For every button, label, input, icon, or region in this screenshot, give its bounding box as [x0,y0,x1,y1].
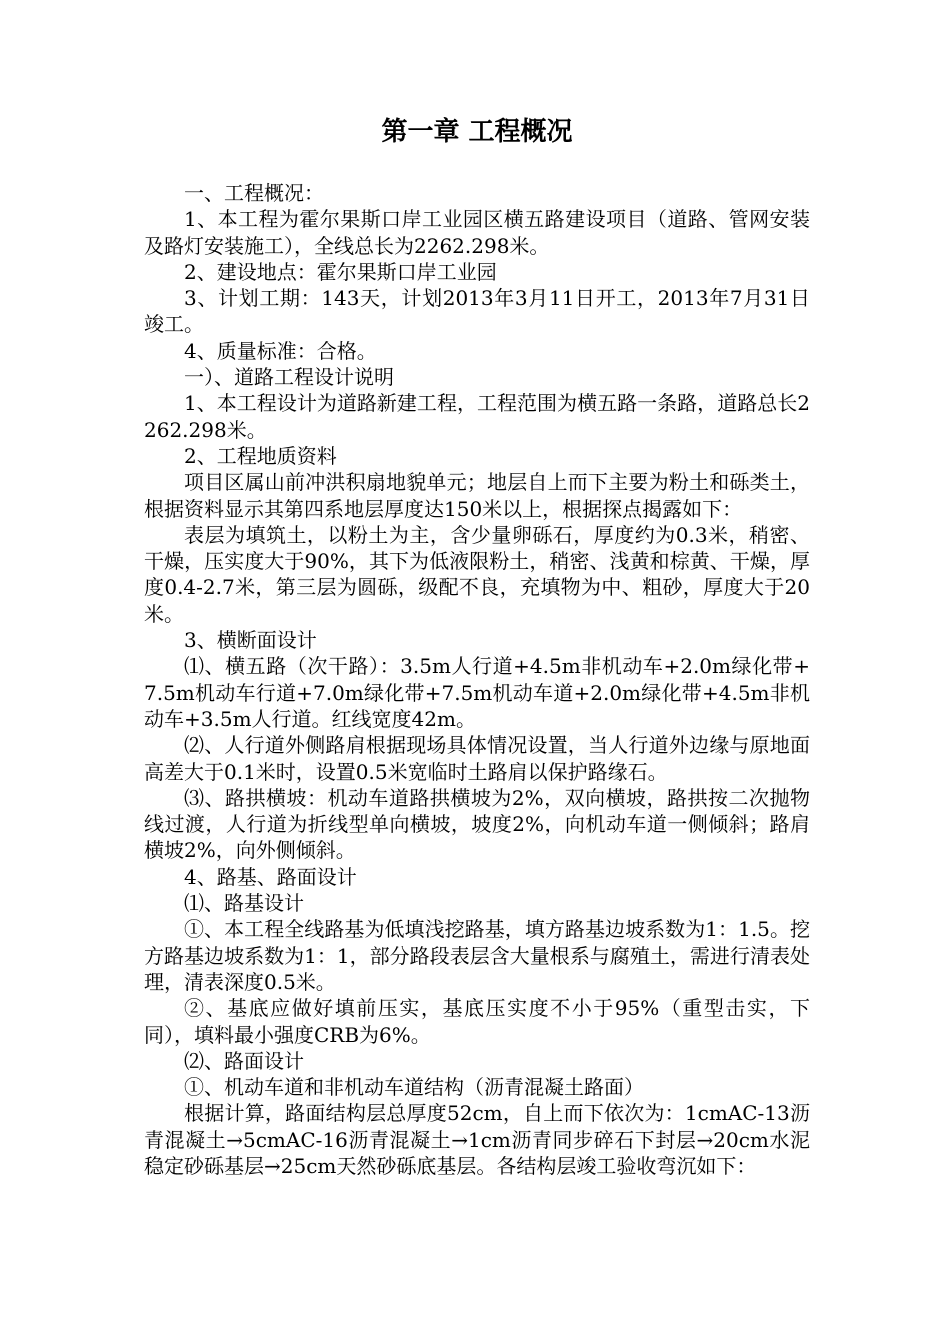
paragraph-pavement-layers: 根据计算，路面结构层总厚度52cm，自上而下依次为：1cmAC-13沥青混凝土→5cmAC-16沥青混凝土→1cm沥青同步碎石下封层→20cm水泥稳定砂砾基层→25cm天然砂砾底基层。各结构层竣工验收弯沉如下： [144,1101,810,1178]
paragraph-soil-layers: 表层为填筑土，以粉土为主，含少量卵砾石，厚度约为0.3米，稍密、干燥，压实度大于90%，其下为低液限粉土，稍密、浅黄和棕黄、干燥，厚度0.4-2.7米，第三层为圆砾，级配不良，充填物为中、粗砂，厚度大于20米。 [144,522,810,626]
paragraph-geology-overview: 项目区属山前冲洪积扇地貌单元；地层自上而下主要为粉土和砾类土，根据资料显示其第四系地层厚度达150米以上，根据探点揭露如下： [144,470,810,521]
paragraph-roadbed-design-heading: ⑴、路基设计 [184,891,304,916]
paragraph-section-heading: 一、工程概况： [184,181,324,205]
paragraph-road-scope: 1、本工程设计为道路新建工程，工程范围为横五路一条路，道路总长2262.298米。 [144,391,810,442]
paragraph-cross-section-1: ⑴、横五路（次干路）：3.5m人行道+4.5m非机动车+2.0m绿化带+7.5m机动车行道+7.0m绿化带+7.5m机动车道+2.0m绿化带+4.5m非机动车+3.5m人行道。红线宽度42m。 [144,654,810,731]
paragraph-quality: 4、质量标准：合格。 [184,338,377,363]
paragraph-roadbed-heading: 4、路基、路面设计 [184,864,357,889]
paragraph-schedule: 3、计划工期：143天，计划2013年3月11日开工，2013年7月31日竣工。 [144,286,810,337]
paragraph-project-description: 1、本工程为霍尔果斯口岸工业园区横五路建设项目（道路、管网安装及路灯安装施工），全线总长为2262.298米。 [144,207,810,258]
paragraph-cross-section-heading: 3、横断面设计 [184,628,317,653]
paragraph-cross-section-3: ⑶、路拱横坡：机动车道路拱横坡为2%，双向横坡，路拱按二次抛物线过渡，人行道为折线型单向横坡，坡度2%，向机动车道一侧倾斜；路肩横坡2%，向外侧倾斜。 [144,785,810,863]
document-page [144,112,810,1179]
paragraph-roadbed-2: ②、基底应做好填前压实，基底压实度不小于95%（重型击实，下同），填料最小强度CRB为6%。 [144,996,810,1047]
paragraph-pavement-heading: ⑵、路面设计 [184,1048,304,1073]
paragraph-pavement-structure-heading: ①、机动车道和非机动车道结构（沥青混凝土路面） [184,1075,644,1100]
chapter-title: 第一章 工程概况 [381,117,573,147]
paragraph-cross-section-2: ⑵、人行道外侧路肩根据现场具体情况设置，当人行道外边缘与原地面高差大于0.1米时，设置0.5米宽临时土路肩以保护路缘石。 [144,733,810,784]
paragraph-road-design-heading: 一）、道路工程设计说明 [184,365,394,390]
paragraph-location: 2、建设地点：霍尔果斯口岸工业园 [184,259,497,284]
paragraph-geology-heading: 2、工程地质资料 [184,443,337,468]
paragraph-roadbed-1: ①、本工程全线路基为低填浅挖路基，填方路基边坡系数为1：1.5。挖方路基边坡系数为1：1，部分路段表层含大量根系与腐殖土，需进行清表处理，清表深度0.5米。 [144,917,810,994]
